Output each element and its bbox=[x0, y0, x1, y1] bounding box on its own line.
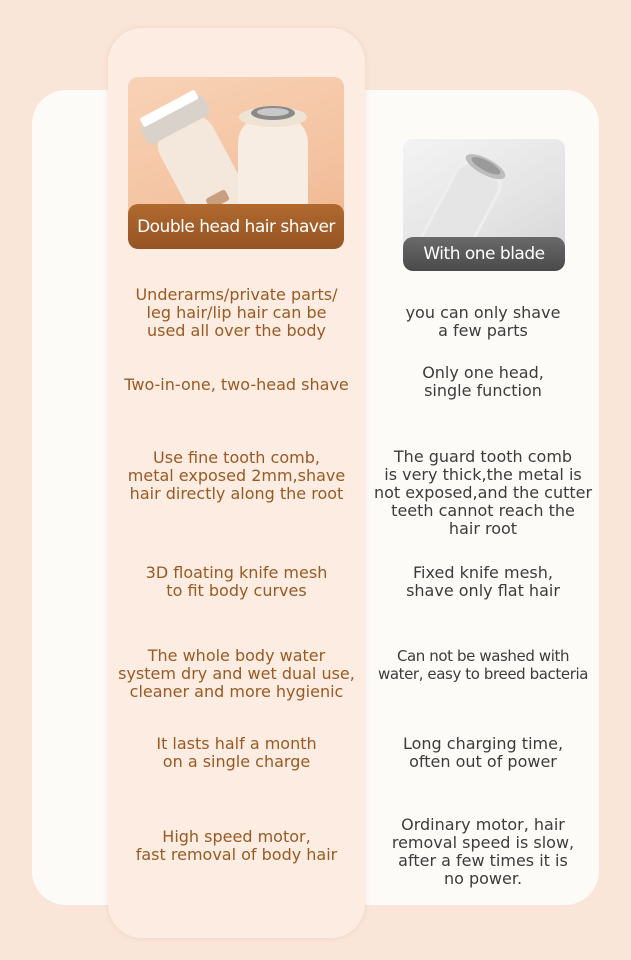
right-row-4: Fixed knife mesh, shave only flat hair bbox=[406, 563, 560, 600]
right-row-5: Can not be washed with water, easy to breed bacteria bbox=[377, 647, 589, 683]
left-row-1: Underarms/private parts/ leg hair/lip hair can be used all over the body bbox=[135, 285, 338, 340]
right-row-1: you can only shave a few parts bbox=[405, 303, 561, 340]
left-row-4: 3D floating knife mesh to fit body curves bbox=[145, 563, 328, 600]
right-row-6: Long charging time, often out of power bbox=[402, 734, 564, 771]
double-head-shaver-image bbox=[128, 77, 344, 249]
left-row-7: High speed motor, fast removal of body hair bbox=[135, 827, 338, 864]
right-row-3: The guard tooth comb is very thick,the metal is not exposed,and the cutter teeth cannot reach the hair root bbox=[373, 447, 593, 538]
right-row-2: Only one head, single function bbox=[422, 363, 544, 400]
left-image-label: Double head hair shaver bbox=[128, 204, 344, 249]
single-blade-shaver-image bbox=[403, 139, 565, 271]
left-row-2: Two-in-one, two-head shave bbox=[124, 375, 349, 394]
right-image-label: With one blade bbox=[403, 237, 565, 271]
left-row-6: It lasts half a month on a single charge bbox=[156, 734, 317, 771]
left-row-5: The whole body water system dry and wet dual use, cleaner and more hygienic bbox=[118, 646, 355, 701]
left-row-3: Use fine tooth comb, metal exposed 2mm,shave hair directly along the root bbox=[127, 448, 346, 503]
right-row-7: Ordinary motor, hair removal speed is slow, after a few times it is no power. bbox=[391, 815, 575, 888]
